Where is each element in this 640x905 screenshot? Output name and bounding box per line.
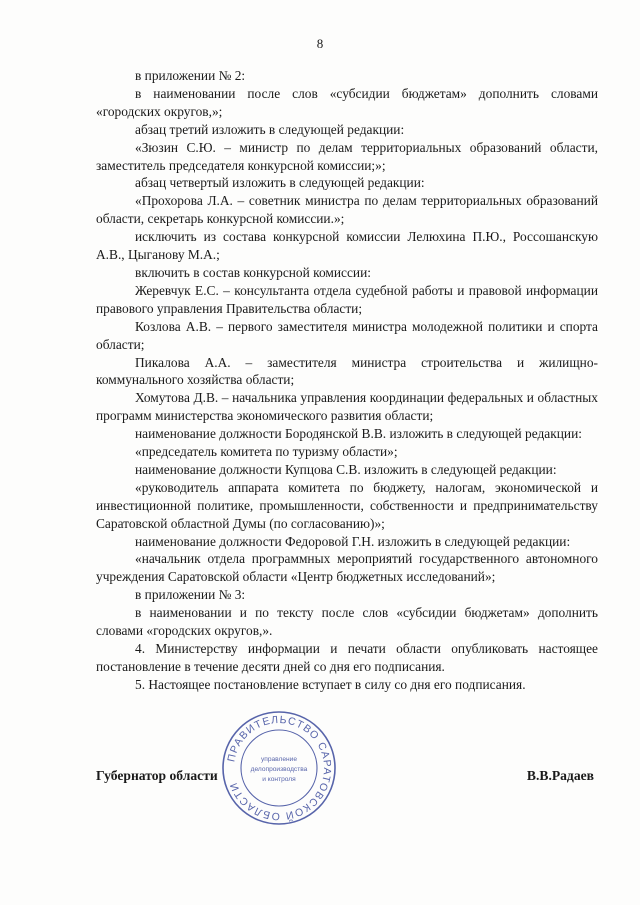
paragraph: абзац четвертый изложить в следующей редакции: <box>135 175 425 191</box>
page-number: 8 <box>316 36 324 51</box>
paragraph: Хомутова Д.В. – начальника управления координации федеральных и областных программ министерства экономического развития области; <box>96 390 598 424</box>
paragraph: в приложении № 2: <box>135 68 246 83</box>
seal-ring-text: ПРАВИТЕЛЬСТВО САРАТОВСКОЙ ОБЛАСТИ <box>225 713 334 823</box>
paragraph: «председатель комитета по туризму области»; <box>135 444 398 460</box>
paragraph: Козлова А.В. – первого заместителя министра молодежной политики и спорта области; <box>96 318 598 352</box>
paragraph: 5. Настоящее постановление вступает в силу со дня его подписания. <box>135 676 526 692</box>
paragraph: Пикалова А.А. – заместителя министра строительства и жилищно-коммунального хозяйства области; <box>96 354 598 388</box>
seal-center-line: делопроизводства <box>250 766 308 773</box>
seal-center-line: управление <box>260 756 298 763</box>
seal-center-line: и контроля <box>262 776 296 783</box>
signatory-title: Губернатор области <box>96 768 218 783</box>
paragraph: в наименовании и по тексту после слов «субсидии бюджетам» дополнить словами «городских округов,». <box>96 605 598 639</box>
paragraph: в наименовании после слов «субсидии бюджетам» дополнить словами «городских округов,»; <box>96 85 598 119</box>
official-seal <box>220 709 338 827</box>
paragraph: «руководитель аппарата комитета по бюджету, налогам, экономической и инвестиционной политике, промышленности, собственности и предпринимательству Саратовской областной Думы (по согласованию)»; <box>96 479 598 531</box>
paragraph: исключить из состава конкурсной комиссии Лелюхина П.Ю., Россошанскую А.В., Цыганову М.А.; <box>96 229 598 263</box>
signatory-name: В.В.Радаев <box>526 768 594 783</box>
paragraph: наименование должности Купцова С.В. изложить в следующей редакции: <box>135 461 557 477</box>
paragraph: включить в состав конкурсной комиссии: <box>135 264 371 280</box>
paragraph: в приложении № 3: <box>135 587 246 603</box>
paragraph: «начальник отдела программных мероприятий государственного автономного учреждения Саратовской области «Центр бюджетных исследований»; <box>96 551 598 585</box>
paragraph: «Зюзин С.Ю. – министр по делам территориальных образований области, заместитель председателя конкурсной комиссии;»; <box>96 139 598 173</box>
paragraph: Жеревчук Е.С. – консультанта отдела судебной работы и правовой информации правового управления Правительства области; <box>96 282 598 316</box>
paragraph: наименование должности Бородянской В.В. изложить в следующей редакции: <box>135 426 582 442</box>
paragraph: наименование должности Федоровой Г.Н. изложить в следующей редакции: <box>135 533 571 549</box>
document-body <box>96 67 598 694</box>
paragraph: 4. Министерству информации и печати области опубликовать настоящее постановление в течение десяти дней со дня его подписания. <box>96 641 598 674</box>
paragraph: абзац третий изложить в следующей редакции: <box>135 121 405 137</box>
paragraph: «Прохорова Л.А. – советник министра по делам территориальных образований области, секретарь конкурсной комиссии.»; <box>96 193 598 227</box>
